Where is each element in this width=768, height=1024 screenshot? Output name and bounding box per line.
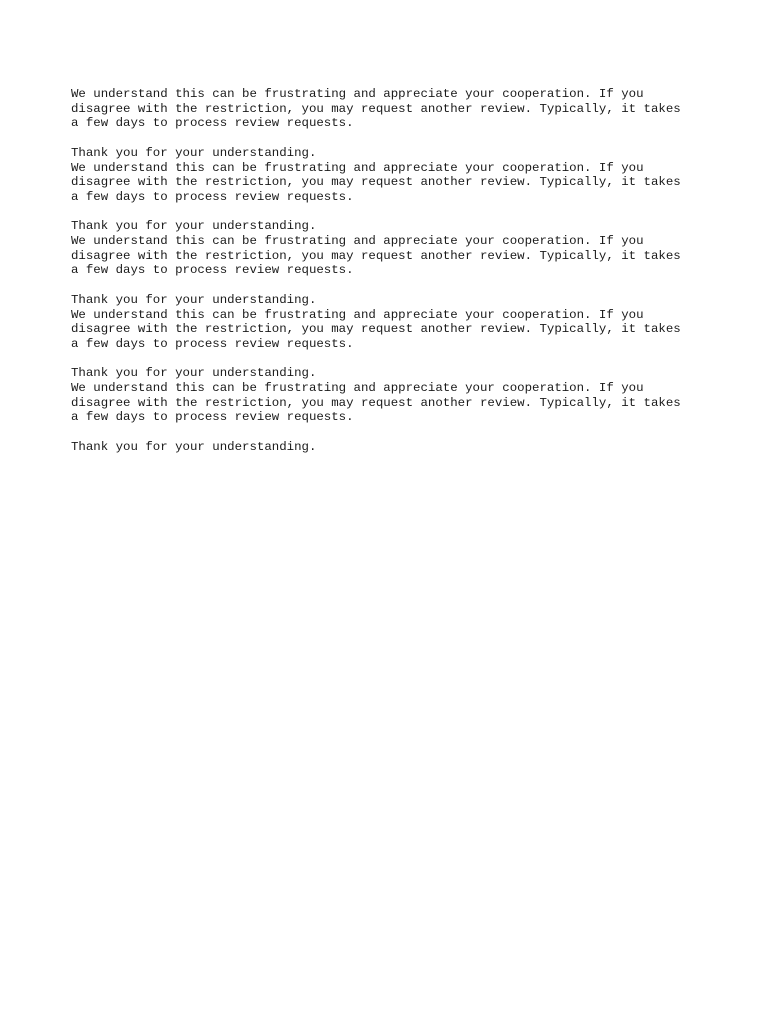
thank-you-line: Thank you for your understanding. xyxy=(71,219,317,234)
message-block xyxy=(71,161,711,235)
paragraph-spacer xyxy=(71,352,711,367)
review-paragraph: We understand this can be frustrating and appreciate your cooperation. If you disagree with the restriction, you may request another review. Typically, it takes a few days to process review requests. xyxy=(71,234,681,278)
review-paragraph: We understand this can be frustrating and appreciate your cooperation. If you disagree with the restriction, you may request another review. Typically, it takes a few days to process review requests. xyxy=(71,307,681,351)
thank-you-line: Thank you for your understanding. xyxy=(71,145,317,160)
message-block xyxy=(71,308,711,382)
review-paragraph: We understand this can be frustrating and appreciate your cooperation. If you disagree with the restriction, you may request another review. Typically, it takes a few days to process review requests. xyxy=(71,87,681,131)
document-body xyxy=(71,87,711,455)
message-block xyxy=(71,381,711,455)
message-block xyxy=(71,87,711,161)
review-paragraph: We understand this can be frustrating and appreciate your cooperation. If you disagree with the restriction, you may request another review. Typically, it takes a few days to process review requests. xyxy=(71,381,681,425)
thank-you-line: Thank you for your understanding. xyxy=(71,292,317,307)
message-block xyxy=(71,234,711,308)
paragraph-spacer xyxy=(71,278,711,293)
thank-you-line: Thank you for your understanding. xyxy=(71,439,317,454)
review-paragraph: We understand this can be frustrating and appreciate your cooperation. If you disagree with the restriction, you may request another review. Typically, it takes a few days to process review requests. xyxy=(71,160,681,204)
paragraph-spacer xyxy=(71,205,711,220)
paragraph-spacer xyxy=(71,425,711,440)
paragraph-spacer xyxy=(71,131,711,146)
thank-you-line: Thank you for your understanding. xyxy=(71,366,317,381)
